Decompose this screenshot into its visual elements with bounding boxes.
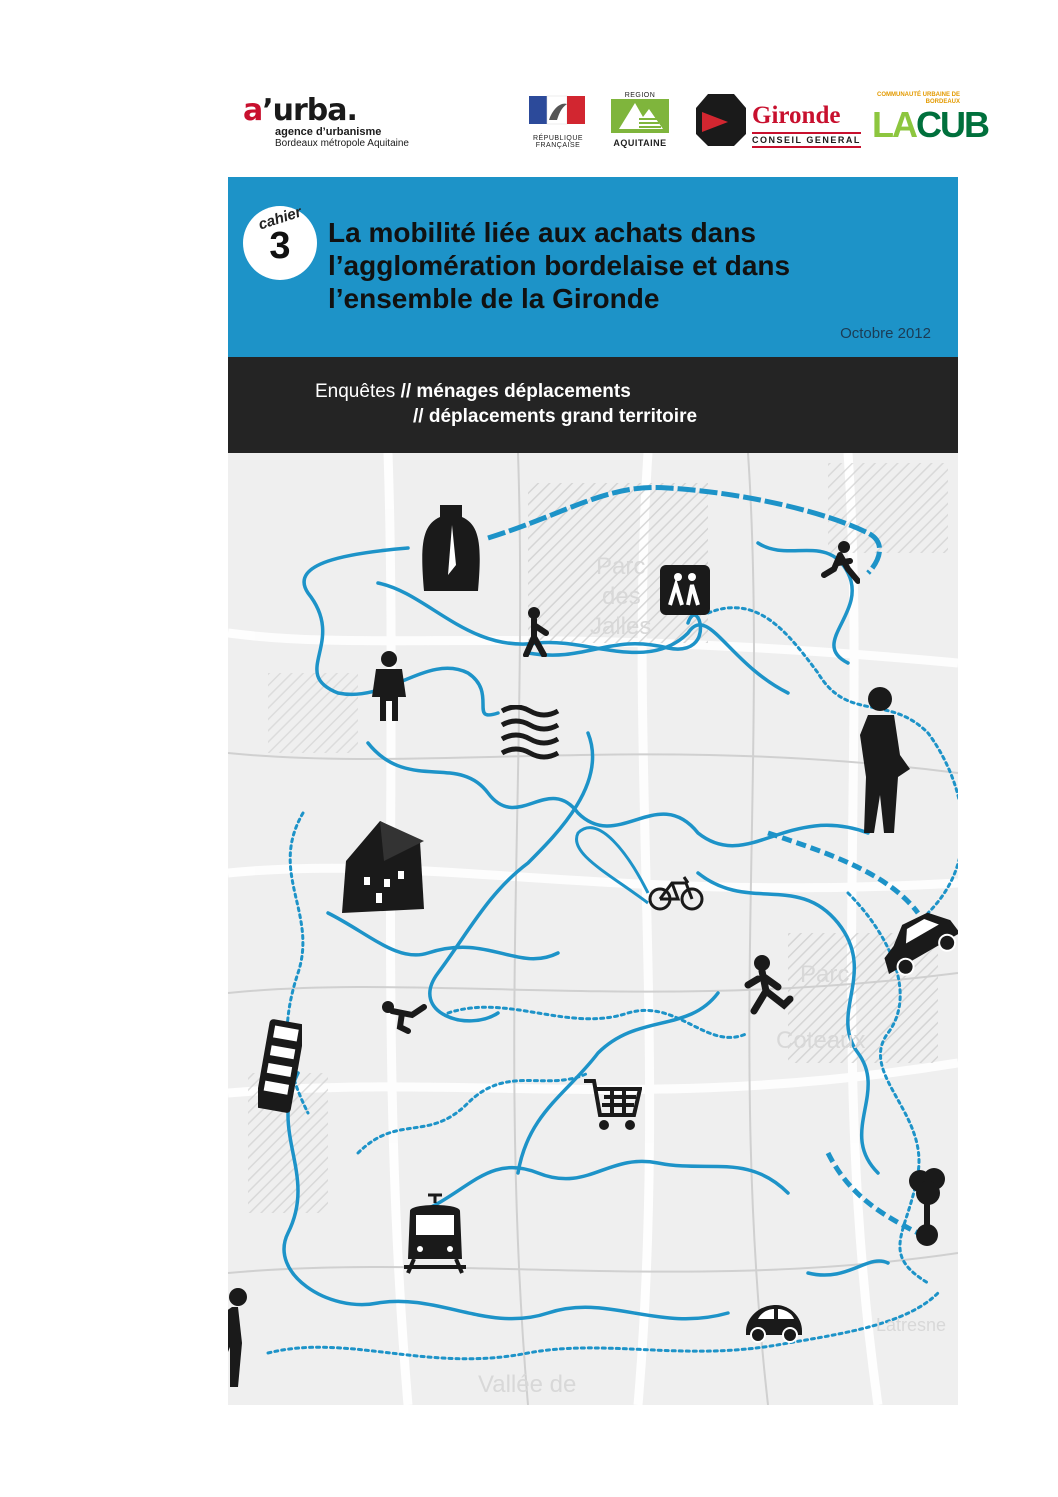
runner-icon xyxy=(820,541,860,587)
subtitle-line-2: // déplacements grand territoire xyxy=(413,406,698,427)
cahier-number: 3 xyxy=(269,225,291,267)
map-label-jalles: Jalles xyxy=(590,613,652,640)
subtitle-line-1 xyxy=(315,381,631,403)
gironde-name: Gironde xyxy=(752,102,841,129)
cub-cub: CUB xyxy=(916,104,988,145)
page-title: La mobilité liée aux achats dans l’agglomération bordelaise et dans l’ensemble de la Gironde xyxy=(328,217,791,314)
aurba-location: Bordeaux métropole Aquitaine xyxy=(275,138,409,149)
tree-icon xyxy=(906,1167,948,1247)
map-label-coteaux: Coteaux xyxy=(776,1027,866,1054)
aurba-logo-name: ’urba. xyxy=(262,93,357,128)
thinking-man-icon xyxy=(858,685,918,833)
car-icon xyxy=(874,909,958,979)
cahier-label: cahier xyxy=(256,203,304,234)
region-aquitaine-logo xyxy=(609,92,671,150)
aurba-logo xyxy=(243,93,443,156)
subtitle-band xyxy=(228,357,958,453)
map-label-vallee: Vallée de xyxy=(478,1371,577,1398)
publication-date: Octobre 2012 xyxy=(840,325,931,342)
aquitaine-label: AQUITAINE xyxy=(613,138,667,148)
swimmer-icon xyxy=(378,997,428,1035)
subtitle-menages: // ménages déplacements xyxy=(400,381,631,402)
map-label-parc-2: Parc xyxy=(800,961,850,988)
rf-caption: RÉPUBLIQUE FRANÇAISE xyxy=(532,135,584,149)
gironde-conseil-general-logo xyxy=(694,92,864,150)
map-background xyxy=(228,453,958,1405)
walking-person-icon xyxy=(228,1287,258,1387)
cub-la: LA xyxy=(872,104,916,145)
republique-francaise-logo xyxy=(527,92,589,150)
aquitaine-icon xyxy=(609,99,671,133)
map-label-des: des xyxy=(602,583,641,610)
cart-icon xyxy=(582,1077,642,1133)
water-icon xyxy=(500,705,560,765)
region-label: REGION xyxy=(624,92,656,99)
small-car-icon xyxy=(744,1301,804,1345)
aurba-tagline: agence d’urbanisme xyxy=(275,126,382,138)
la-cub-logo xyxy=(872,92,988,150)
shop-icon xyxy=(660,565,710,615)
marianne-icon xyxy=(527,92,589,130)
tram-icon xyxy=(400,1193,470,1275)
runner-icon xyxy=(744,955,794,1017)
walker-icon xyxy=(520,607,552,657)
person-icon xyxy=(370,651,408,721)
bottle-icon xyxy=(420,505,482,591)
bus-icon xyxy=(258,1019,302,1115)
map-label-latresne: Latresne xyxy=(876,1315,947,1335)
gironde-emblem-icon xyxy=(694,92,748,148)
aurba-logo-a: a xyxy=(243,93,263,128)
map-label-parc: Parc xyxy=(596,553,646,580)
illustration-map xyxy=(228,453,958,1405)
house-icon xyxy=(340,821,426,913)
subtitle-prefix: Enquêtes xyxy=(315,381,401,402)
gironde-sub: CONSEIL GENERAL xyxy=(752,132,861,148)
bicycle-icon xyxy=(648,875,704,911)
cub-caption: COMMUNAUTÉ URBAINE DE BORDEAUX xyxy=(877,92,960,105)
